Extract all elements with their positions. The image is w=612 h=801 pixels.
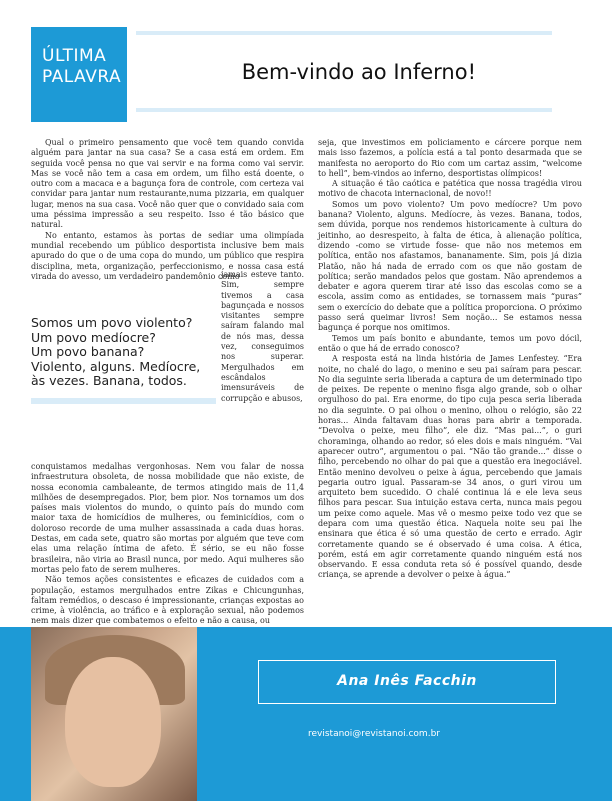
paragraph: Qual o primeiro pensamento que você tem quando convida alguém para jantar na sua casa? Se a casa está em ordem. Em seguida você pensa no que vai servir e na forma como vai servir. Mas se você não tem a casa em ordem, um filho está doente, o outro com a macaca e a bagunça fora de controle, com certeza vai convidar para jantar num restaurante,numa pizzaria, em qualquer lugar, menos na sua casa. Você não quer que o convidado saia com uma péssima impressão a seu respeito. Isso é tão básico que natural.: [31, 138, 304, 230]
pull-quote-line: Um povo banana?: [31, 344, 145, 359]
section-tag: [31, 27, 127, 122]
top-rule: [136, 31, 552, 35]
pull-quote-line: às vezes. Banana, todos.: [31, 373, 187, 388]
pull-quote-rule: [31, 398, 216, 404]
author-email[interactable]: revistanoi@revistanoi.com.br: [308, 729, 440, 739]
paragraph: Temos um país bonito e abundante, temos um povo dócil, então o que há de errado conosco?: [318, 333, 582, 353]
author-name-box: [258, 660, 556, 704]
pull-quote: [31, 316, 216, 389]
column-left-narrow: [221, 270, 304, 404]
paragraph: A situação é tão caótica e patética que nossa tragédia virou motivo de chacota internacional, de novo!!: [318, 179, 582, 199]
pull-quote-line: Somos um povo violento?: [31, 315, 193, 330]
section-tag-line1: ÚLTIMA: [42, 46, 107, 66]
paragraph: Não temos ações consistentes e eficazes de cuidados com a população, estamos mergulhados entre Zikas e Chicungunhas, faltam remédios, o descaso é impressionante, crianças expostas ao crime, à violência, ao tráfico e à exploração sexual, não podemos nem mais dizer que combatemos o efeito e não a causa, ou: [31, 575, 304, 626]
column-right: [318, 138, 582, 581]
pull-quote-line: Um povo medíocre?: [31, 329, 156, 345]
author-photo: [31, 627, 197, 801]
paragraph: seja, que investimos em policiamento e cárcere porque nem mais isso fazemos, a polícia está a tal ponto desarmada que se manifesta no aeroporto do Rio com um cartaz assim, “welcome to hell”, bem-vindos ao inferno, desportistas olímpicos!: [318, 138, 582, 178]
paragraph: No entanto, estamos às portas de sediar uma olimpíada mundial recebendo um público desportista inclusive bem mais apurado do que o de uma copa do mundo, um público que respira disciplina, meta, organização, perfeccionismo, e nossa casa está virada do avesso, um verdadeiro pandemônio como: [31, 230, 304, 281]
section-tag-line2: PALAVRA: [42, 67, 122, 87]
column-left-bottom: [31, 462, 304, 627]
title-rule: [136, 108, 552, 112]
page-title: Bem-vindo ao Inferno!: [241, 60, 476, 84]
paragraph: jamais esteve tanto. Sim, sempre tivemos a casa bagunçada e nossos visitantes sempre saíram falando mal de nós mas, dessa vez, conseguimos nos superar. Mergulhados em escândalos imensuráveis de corrupção e abusos,: [221, 270, 304, 403]
paragraph: Somos um povo violento? Um povo medíocre? Um povo banana? Violento, alguns. Medíocre, às vezes. Banana, todos, sem dúvida, porque nos rendemos historicamente à cultura do jeitinho, ao desrespeito, à falta de ética, à alienação política, dizendo -como se virtude fosse- que não nos metemos em política, então nos afastamos, bananamente. Sim, pois já dizia Platão, não há nada de errado com os que não gostam de política; serão mandados pelos que gostam. Não aprendemos a debater e agora querem tirar até isso das escolas como se a escola, assim como as entidades, se tornassem mais “puras” sem o exercício do debate que a política proporciona. O próximo passo será queimar livros! Sem noção... Se estamos nessa bagunça é porque nos omitimos.: [318, 199, 582, 333]
paragraph: A resposta está na linda história de James Lenfestey. “Era noite, no chalé do lago, o menino e seu pai saíram para pescar. No dia seguinte seria liberada a captura de um determinado tipo de peixes. De repente o menino fisga algo grande, sob o olhar orgulhoso do pai. Era enorme, do tipo cuja pesca seria liberada no dia seguinte. O pai olhou o menino, olhou o relógio, são 22 horas... Ainda faltavam duas horas para abrir a temporada. “Devolva o peixe, meu filho”, ele diz. “Mas pai...”, o guri choramingа, olhando ao redor, só eles dois e mais ninguém. “Vai aparecer outro”, argumentou o pai. “Não tão grande...” disse o filho, percebendo no olhar do pai que a questão era inegociável. Então menino devolveu o peixe à água, percebendo que jamais pegaria outro igual. Passaram-se 34 anos, o guri virou um arquiteto bem sucedido. O chalé continua lá e ele leva seus filhos para pescar. Sua intuição estava certa, nunca mais pegou um peixe como aquele. Mas vê o mesmo peixe todo vez que se depara com uma questão ética. Naquela noite seu pai lhe ensinara que ética é só uma questão de certo e errado. Agir corretamente quando se é observado é uma coisa. A ética, porém, está em agir corretamente quando ninguém está nos observando. E essa conduta reta só é possível quando, desde criança, se aprende a devolver o peixe à água.”: [318, 354, 582, 580]
paragraph: conquistamos medalhas vergonhosas. Nem vou falar de nossa infraestrutura obsoleta, de nossa mobilidade que não existe, de nossa economia cambaleante, de termos atingido mais de 11,4 milhões de desempregados. Pior, bem pior. Nos tornamos um dos países mais violentos do mundo, o quinto país do mundo com maior taxa de homicídios de mulheres, ou feminicídios, com o doloroso recorde de uma mulher assassinada a cada duas horas. Destas, em cada sete, quatro são mortas por alguém que teve com elas uma relação íntima de afeto. É sério, se eu não fosse brasileira, não viria ao Brasil nunca, por medo. Aqui mulheres são mortas pelo fato de serem mulheres.: [31, 462, 304, 574]
author-name: Ana Inês Facchin: [337, 673, 477, 689]
column-left-top: [31, 138, 304, 282]
author-photo-face: [65, 657, 161, 787]
pull-quote-line: Violento, alguns. Medíocre,: [31, 358, 201, 374]
